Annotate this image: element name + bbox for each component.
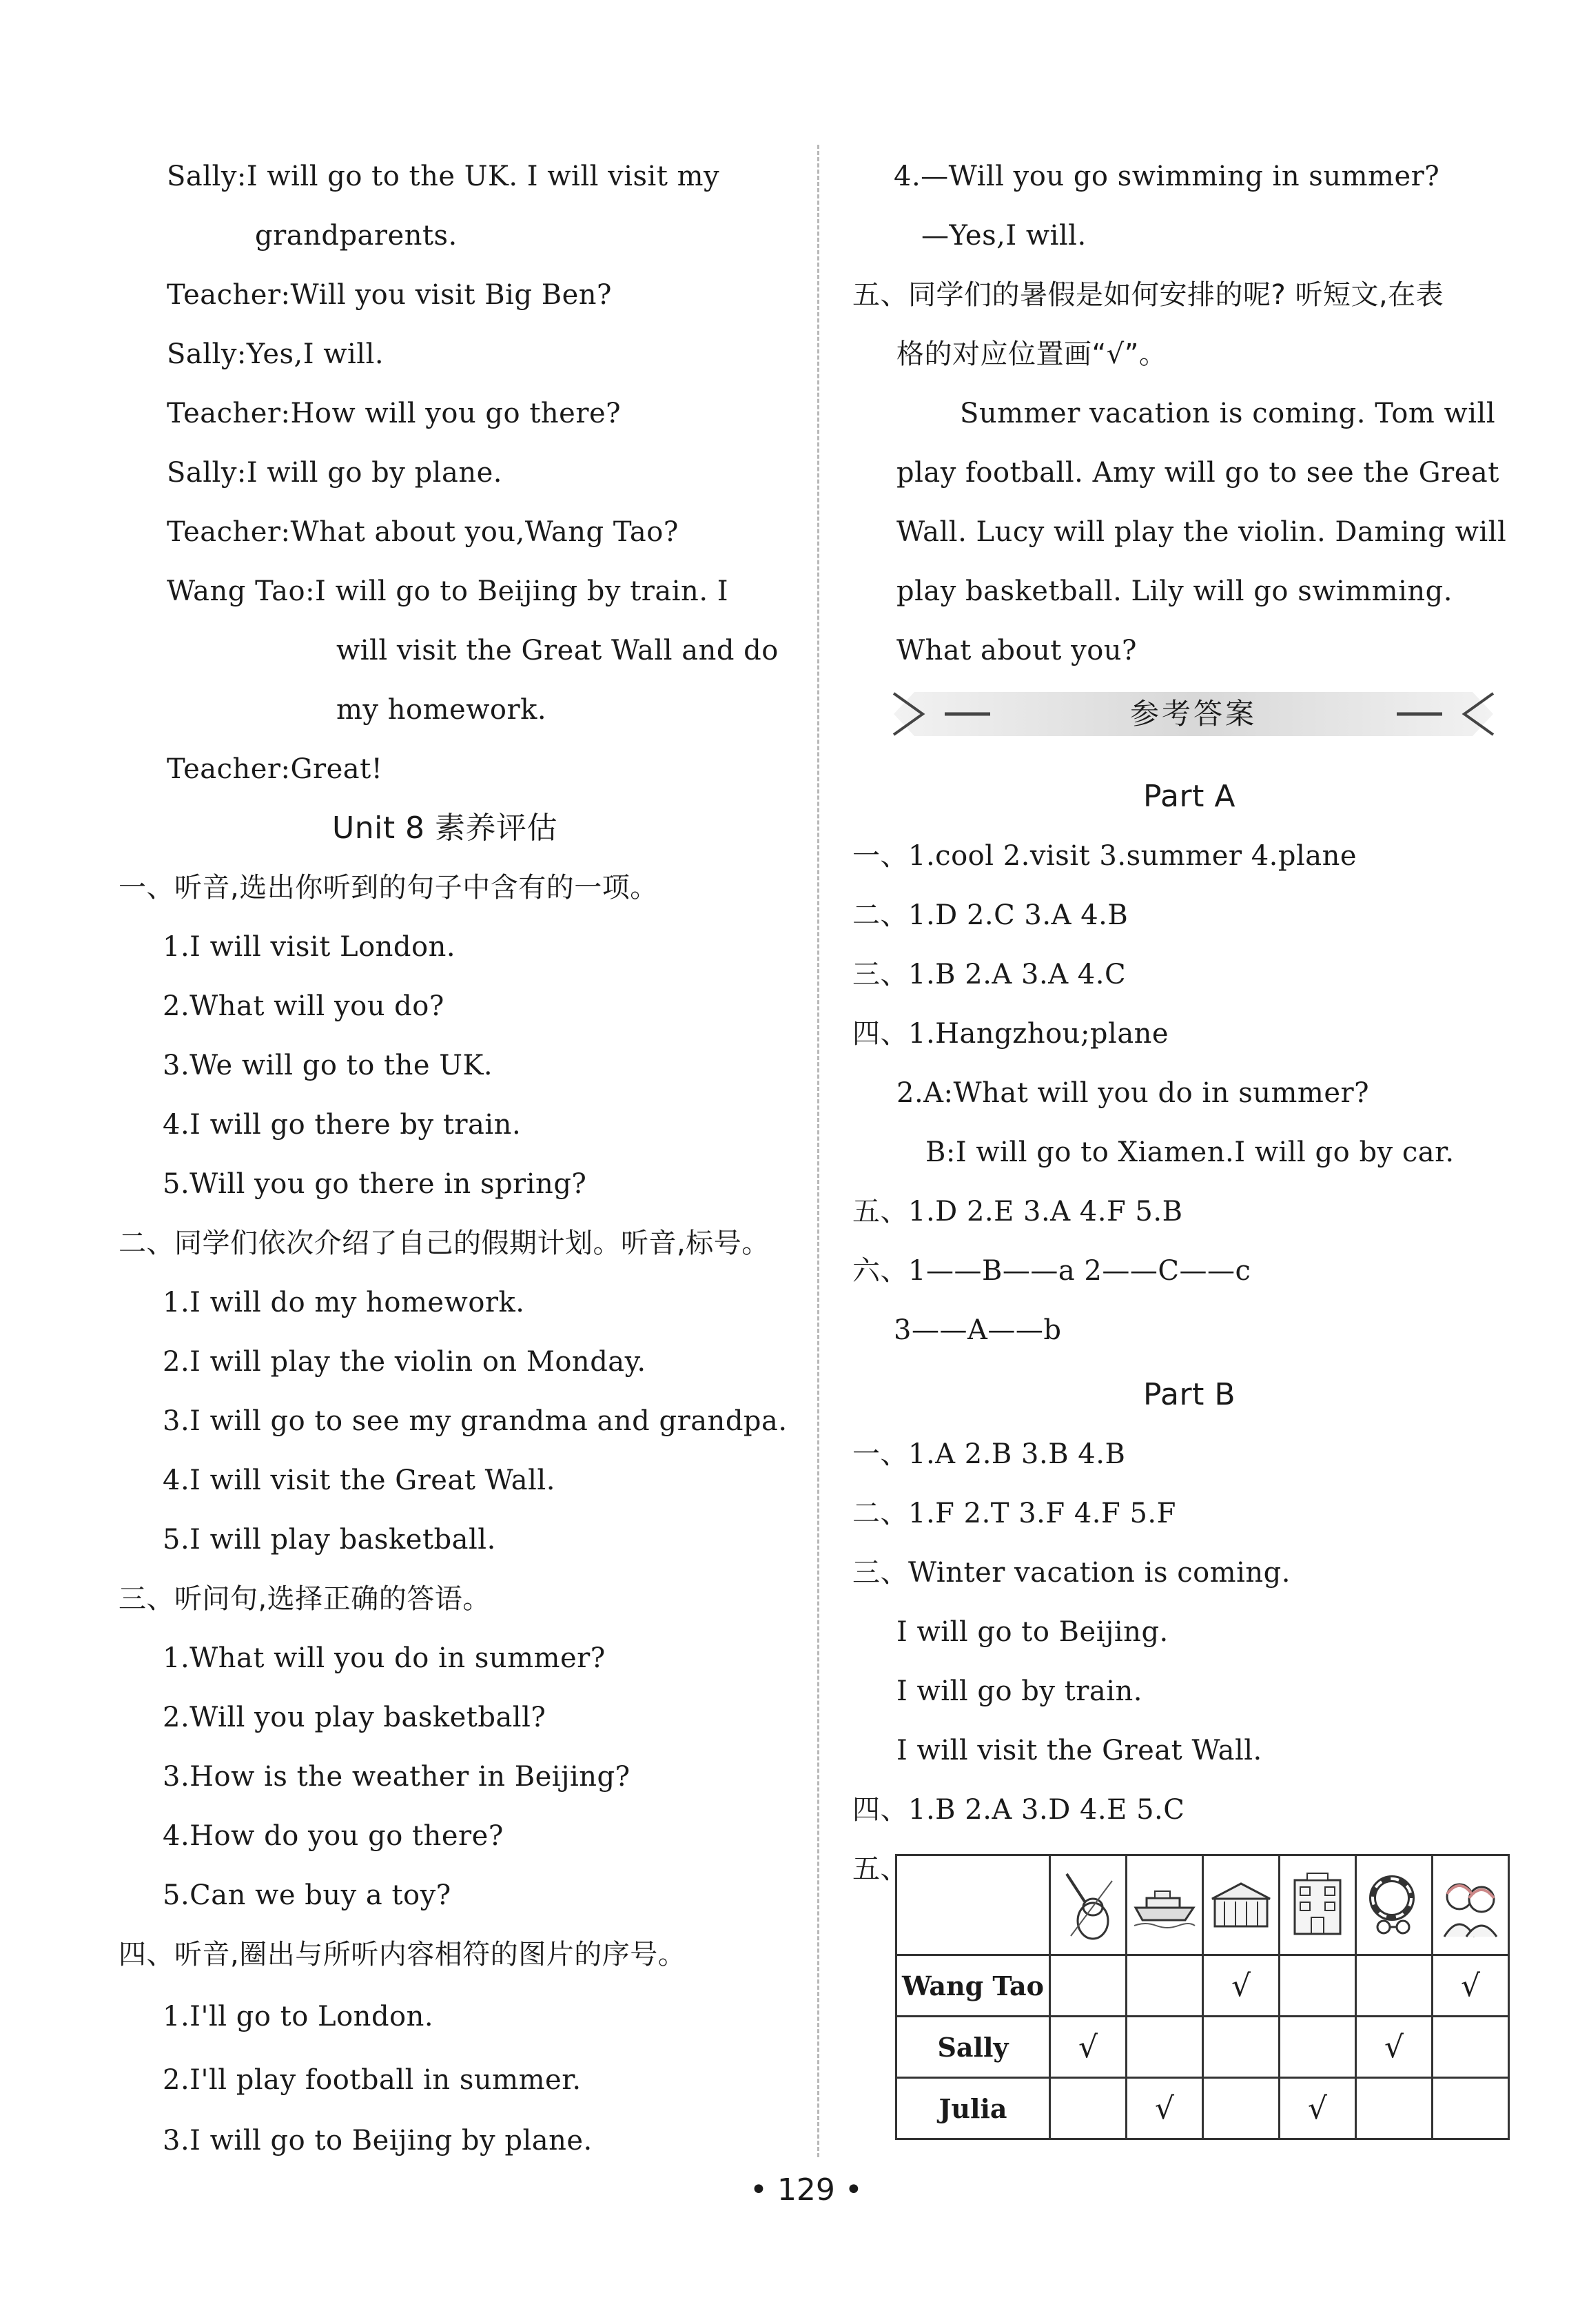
dialogue-line: Teacher:Will you visit Big Ben? — [167, 279, 612, 311]
answer-line: 五、1.D 2.E 3.A 4.F 5.B — [852, 1196, 1183, 1227]
check-cell — [1127, 1955, 1203, 2017]
check-cell: √ — [1433, 1955, 1509, 2017]
dialogue-line: Sally:I will go by plane. — [167, 457, 502, 489]
table-row — [896, 2017, 1509, 2078]
list-item: 4.How do you go there? — [163, 1820, 504, 1852]
list-item: 1.I will do my homework. — [163, 1287, 525, 1318]
list-item: 3.I will go to Beijing by plane. — [163, 2125, 593, 2157]
table-label: 五、 — [852, 1853, 908, 1885]
dialogue-line: Wang Tao:I will go to Beijing by train. I — [167, 575, 729, 607]
section-title: 五、同学们的暑假是如何安排的呢? 听短文,在表 — [852, 279, 1444, 311]
page-number: • 129 • — [750, 2172, 863, 2208]
row-name: Julia — [896, 2078, 1050, 2139]
answers-banner — [887, 689, 1500, 739]
answer-line: 二、1.D 2.C 3.A 4.B — [852, 899, 1129, 931]
answer-line: 三、1.B 2.A 3.A 4.C — [852, 959, 1127, 990]
list-item: 5.Can we buy a toy? — [163, 1879, 451, 1911]
dialogue-line: Sally:Yes,I will. — [167, 338, 384, 370]
check-cell: √ — [1203, 1955, 1280, 2017]
answer-line: I will go to Beijing. — [896, 1616, 1169, 1648]
list-item: —Yes,I will. — [921, 220, 1087, 252]
list-item: 3.We will go to the UK. — [163, 1050, 493, 1081]
building-icon — [1280, 1855, 1356, 1955]
list-item: 4.—Will you go swimming in summer? — [894, 161, 1440, 192]
dialogue-line: grandparents. — [255, 220, 458, 252]
check-cell — [1433, 2017, 1509, 2078]
check-cell — [1280, 2017, 1356, 2078]
list-item: 5.I will play basketball. — [163, 1524, 496, 1556]
check-cell — [1127, 2017, 1203, 2078]
list-item: 4.I will visit the Great Wall. — [163, 1465, 555, 1496]
list-item: 5.Will you go there in spring? — [163, 1168, 587, 1200]
check-cell: √ — [1127, 2078, 1203, 2139]
unit-title: Unit 8 素养评估 — [332, 811, 558, 846]
dialogue-line: Teacher:What about you,Wang Tao? — [167, 516, 679, 548]
check-cell — [1050, 1955, 1127, 2017]
passage-line: Wall. Lucy will play the violin. Daming will — [896, 516, 1507, 548]
list-item: 3.I will go to see my grandma and grandpa. — [163, 1405, 788, 1437]
section-title: 格的对应位置画“√”。 — [896, 338, 1167, 370]
train-station-icon — [1203, 1855, 1280, 1955]
section-title: 三、听问句,选择正确的答语。 — [119, 1583, 491, 1615]
answer-line: 2.A:What will you do in summer? — [896, 1077, 1370, 1109]
check-cell — [1433, 2078, 1509, 2139]
answer-line: 三、Winter vacation is coming. — [852, 1557, 1291, 1589]
list-item: 1.I'll go to London. — [163, 2001, 434, 2032]
dialogue-line: Sally:I will go to the UK. I will visit my — [167, 161, 720, 192]
answer-line: B:I will go to Xiamen.I will go by car. — [925, 1136, 1455, 1168]
list-item: 2.What will you do? — [163, 990, 444, 1022]
table-corner-cell — [896, 1855, 1050, 1955]
passage-line: play football. Amy will go to see the Great — [896, 457, 1499, 489]
passage-line: What about you? — [896, 635, 1137, 666]
check-cell: √ — [1356, 2017, 1433, 2078]
answer-line: 一、1.A 2.B 3.B 4.B — [852, 1438, 1126, 1470]
list-item: 2.I will play the violin on Monday. — [163, 1346, 646, 1378]
answer-line: 六、1——B——a 2——C——c — [852, 1255, 1251, 1287]
answer-line: 四、1.Hangzhou;plane — [852, 1018, 1169, 1050]
section-title: 二、同学们依次介绍了自己的假期计划。听音,标号。 — [119, 1227, 770, 1259]
check-cell — [1280, 1955, 1356, 2017]
check-cell — [1356, 2078, 1433, 2139]
section-title: 四、听音,圈出与所听内容相符的图片的序号。 — [119, 1939, 686, 1970]
list-item: 3.How is the weather in Beijing? — [163, 1761, 630, 1793]
ship-icon — [1127, 1855, 1203, 1955]
list-item: 4.I will go there by train. — [163, 1109, 522, 1141]
violin-icon — [1050, 1855, 1127, 1955]
list-item: 2.Will you play basketball? — [163, 1702, 546, 1733]
row-name: Wang Tao — [896, 1955, 1050, 2017]
answer-line: I will go by train. — [896, 1675, 1142, 1707]
answer-line: 3——A——b — [894, 1314, 1062, 1346]
swim-ring-icon — [1356, 1855, 1433, 1955]
row-name: Sally — [896, 2017, 1050, 2078]
answer-line: 四、1.B 2.A 3.D 4.E 5.C — [852, 1794, 1185, 1826]
part-a-title: Part A — [1143, 779, 1235, 814]
table-header-row — [896, 1855, 1509, 1955]
answers-banner-label: 参考答案 — [1129, 697, 1257, 731]
list-item: 1.I will visit London. — [163, 931, 456, 963]
answer-line: I will visit the Great Wall. — [896, 1735, 1262, 1766]
dialogue-line: will visit the Great Wall and do — [336, 635, 779, 666]
table-row — [896, 1955, 1509, 2017]
answer-table — [895, 1854, 1510, 2140]
list-item: 2.I'll play football in summer. — [163, 2064, 582, 2096]
check-cell — [1203, 2017, 1280, 2078]
list-item: 1.What will you do in summer? — [163, 1642, 606, 1674]
dialogue-line: Teacher:Great! — [167, 753, 383, 785]
section-title: 一、听音,选出你听到的句子中含有的一项。 — [119, 872, 658, 904]
passage-line: play basketball. Lily will go swimming. — [896, 575, 1453, 607]
part-b-title: Part B — [1143, 1377, 1236, 1412]
check-cell: √ — [1050, 2017, 1127, 2078]
answer-line: 一、1.cool 2.visit 3.summer 4.plane — [852, 840, 1357, 872]
dialogue-line: my homework. — [336, 694, 547, 726]
table-row — [896, 2078, 1509, 2139]
check-cell — [1356, 1955, 1433, 2017]
grandparents-icon — [1433, 1855, 1509, 1955]
check-cell: √ — [1280, 2078, 1356, 2139]
answer-line: 二、1.F 2.T 3.F 4.F 5.F — [852, 1498, 1176, 1529]
dialogue-line: Teacher:How will you go there? — [167, 398, 622, 429]
check-cell — [1050, 2078, 1127, 2139]
check-cell — [1203, 2078, 1280, 2139]
column-divider — [817, 145, 819, 2157]
passage-line: Summer vacation is coming. Tom will — [960, 398, 1496, 429]
